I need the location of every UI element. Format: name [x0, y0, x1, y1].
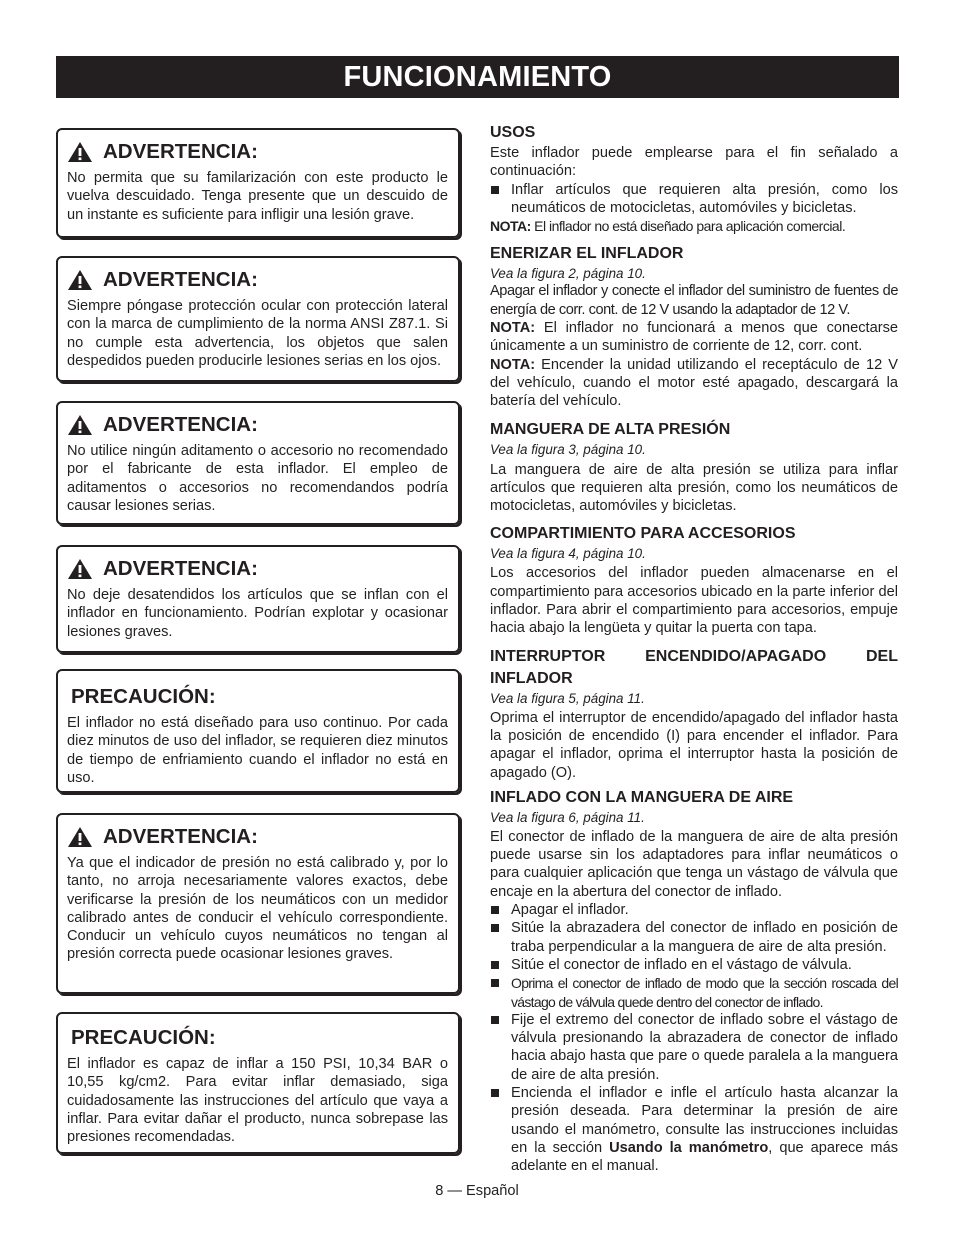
warning-box — [56, 401, 460, 525]
warning-title: ADVERTENCIA: — [103, 268, 258, 291]
caution-text: El inflador no está diseñado para uso continuo. Por cada diez minutos de uso del inflador, se requieren diez minutos de tiempo de enfriamiento cuando el inflador no está en uso. — [67, 715, 448, 786]
note — [490, 319, 898, 356]
bullet-square-icon — [491, 1089, 499, 1097]
caution-title: PRECAUCIÓN: — [71, 685, 216, 708]
list-item-text: Oprima el conector de inflado de modo que la sección roscada del vástago de válvula quede dentro del conector de inflado. — [511, 975, 898, 1010]
list-item-text: Sitúe el conector de inflado en el vástago de válvula. — [511, 956, 852, 973]
warning-text: No utilice ningún aditamento o accesorio no recomendado por el fabricante de esta inflador. El empleo de aditamentos o accesorios no recomendandos podría causar lesiones serias. — [67, 443, 448, 514]
bullet-square-icon — [491, 186, 499, 194]
warning-title: ADVERTENCIA: — [103, 557, 258, 580]
list-item-text: Inflar artículos que requieren alta presión, como los neumáticos de motocicletas, automóviles y bicicletas. — [511, 181, 898, 216]
section-heading-usos: USOS — [490, 124, 536, 141]
caution-title: PRECAUCIÓN: — [71, 1026, 216, 1049]
usos-intro: Este inflador puede emplearse para el fin señalado a continuación: — [490, 145, 898, 180]
compartimiento-paragraph: Los accesorios del inflador pueden almacenarse en el compartimiento para accesorios ubicado en la parte inferior del inflador. Para abrir el compartimiento para accesorios, empuje hacia abajo la lengüeta y quitar la puerta con tapa. — [490, 565, 898, 637]
section-heading-compartimiento: COMPARTIMIENTO PARA ACCESORIOS — [490, 525, 796, 543]
section-reference-bold: Usando la manómetro — [609, 1139, 769, 1156]
warning-text: Ya que el indicador de presión no está calibrado y, por lo tanto, no arroja necesariamente valores exactos, debe verificarse la presión de los neumáticos con un medidor calibrado antes de conducir el vehículo correspondiente. Conducir un vehículo cuyos neumáticos no tengan al presión correcta puede ocasionar lesiones graves. — [67, 855, 448, 963]
right-column — [490, 122, 898, 1175]
list-item — [490, 974, 898, 1011]
inflado-paragraph: El conector de inflado de la manguera de aire de alta presión puede usarse sin los adaptadores para inflar neumáticos o para cualquier aplicación que tenga un vástago de válvula que encaje en la abertura del conector de inflado. — [490, 828, 898, 900]
note-text: Encender la unidad utilizando el receptáculo de 12 V del vehículo, cuando el motor esté apagado, descargará la batería del vehículo. — [490, 356, 898, 410]
note — [490, 356, 898, 411]
warning-text: No deje desatendidos los artículos que se inflan con el inflador en funcionamiento. Podrían explotar y ocasionar lesiones graves. — [67, 587, 448, 640]
warning-triangle-icon — [67, 414, 93, 436]
warning-box — [56, 256, 460, 382]
figure-reference: Vea la figura 3, página 10. — [490, 441, 646, 457]
warning-text: Siempre póngase protección ocular con protección lateral con la marca de cumplimiento de la norma ANSI Z87.1. Si no cumple esta advertencia, los objetos que salen despedidos pueden producirle lesiones serias en los ojos. — [67, 298, 448, 369]
caution-box — [56, 669, 460, 793]
page-title-banner: FUNCIONAMIENTO — [56, 56, 899, 98]
warning-title: ADVERTENCIA: — [103, 140, 258, 163]
manguera-paragraph: La manguera de aire de alta presión se utiliza para inflar artículos que requieren alta presión, como los neumáticos de motocicletas, automóviles y bicicletas. — [490, 461, 898, 515]
warning-box — [56, 813, 460, 994]
note-label: NOTA: — [490, 356, 536, 373]
section-heading-interruptor: INTERRUPTOR ENCENDIDO/APAGADO DEL INFLADOR — [490, 647, 898, 687]
list-item-text: Encienda el inflador e infle el artículo hasta alcanzar la presión deseada. Para determinar la presión de aire usando el manómetro, consulte las instrucciones incluidas en la sección Usando la manómetro, que aparece más adelante en el manual. — [511, 1084, 898, 1175]
warning-triangle-icon — [67, 269, 93, 291]
list-item — [490, 1084, 898, 1175]
list-item — [490, 901, 898, 919]
warning-triangle-icon — [67, 141, 93, 163]
note-text: El inflador no está diseñado para aplicación comercial. — [530, 218, 846, 235]
warning-text: No permita que su familarización con este producto le vuelva descuidado. Tenga presente que un descuido de un instante es suficiente para infligir una lesión grave. — [67, 170, 448, 223]
figure-reference: Vea la figura 4, página 10. — [490, 546, 646, 562]
list-item — [490, 1011, 898, 1084]
warning-box — [56, 545, 460, 653]
figure-reference: Vea la figura 5, página 11. — [490, 690, 645, 706]
interruptor-paragraph: Oprima el interruptor de encendido/apagado del inflador hasta la posición de encendido (I) para encender el inflador. Para apagar el inflador, oprima el interruptor hasta la posición de apagado (O). — [490, 709, 898, 781]
bullet-square-icon — [491, 924, 499, 932]
note-label: NOTA: — [490, 320, 536, 337]
bullet-square-icon — [491, 1016, 499, 1024]
warning-triangle-icon — [67, 826, 93, 848]
bullet-square-icon — [491, 979, 499, 987]
bullet-square-icon — [491, 906, 499, 914]
page-footer: 8 — Español — [435, 1183, 519, 1199]
note-text: El inflador no funcionará a menos que conectarse únicamente a un suministro de corriente de 12, corr. cont. — [490, 320, 898, 355]
warning-title: ADVERTENCIA: — [103, 825, 258, 848]
caution-text: El inflador es capaz de inflar a 150 PSI, 10,34 BAR o 10,55 kg/cm2. Para evitar inflar demasiado, siga cuidadosamente las instrucciones del artículo que vaya a inflar. Para evitar dañar el producto, nunca sobrepase las presiones recomendadas. — [67, 1056, 448, 1146]
enerizar-paragraph: Apagar el inflador y conecte el inflador del suministro de fuentes de energía de corr. cont. de 12 V usando la adaptador de 12 V. — [490, 283, 898, 318]
section-heading-manguera: MANGUERA DE ALTA PRESIÓN — [490, 420, 731, 438]
list-item-text: Fije el extremo del conector de inflado sobre el vástago de válvula presionando la abrazadera de conector de inflado hacia abajo hasta que pare o quede paralela a la manguera de aire de alta presión. — [511, 1011, 898, 1083]
section-heading-inflado: INFLADO CON LA MANGUERA DE AIRE — [490, 788, 794, 806]
list-item — [490, 919, 898, 956]
list-item-text: Sitúe la abrazadera del conector de inflado en posición de traba perpendicular a la manguera de aire de alta presión. — [511, 920, 898, 955]
note — [490, 217, 898, 235]
section-heading-enerizar: ENERIZAR EL INFLADOR — [490, 245, 684, 263]
caution-box — [56, 1012, 460, 1154]
list-item — [490, 956, 898, 974]
warning-triangle-icon — [67, 558, 93, 580]
list-item-text: Apagar el inflador. — [511, 902, 629, 919]
note-label: NOTA: — [490, 218, 531, 235]
list-item — [490, 181, 898, 218]
figure-reference: Vea la figura 2, página 10. — [490, 266, 646, 282]
bullet-square-icon — [491, 961, 499, 969]
figure-reference: Vea la figura 6, página 11. — [490, 809, 645, 825]
warning-box — [56, 128, 460, 238]
warning-title: ADVERTENCIA: — [103, 413, 258, 436]
